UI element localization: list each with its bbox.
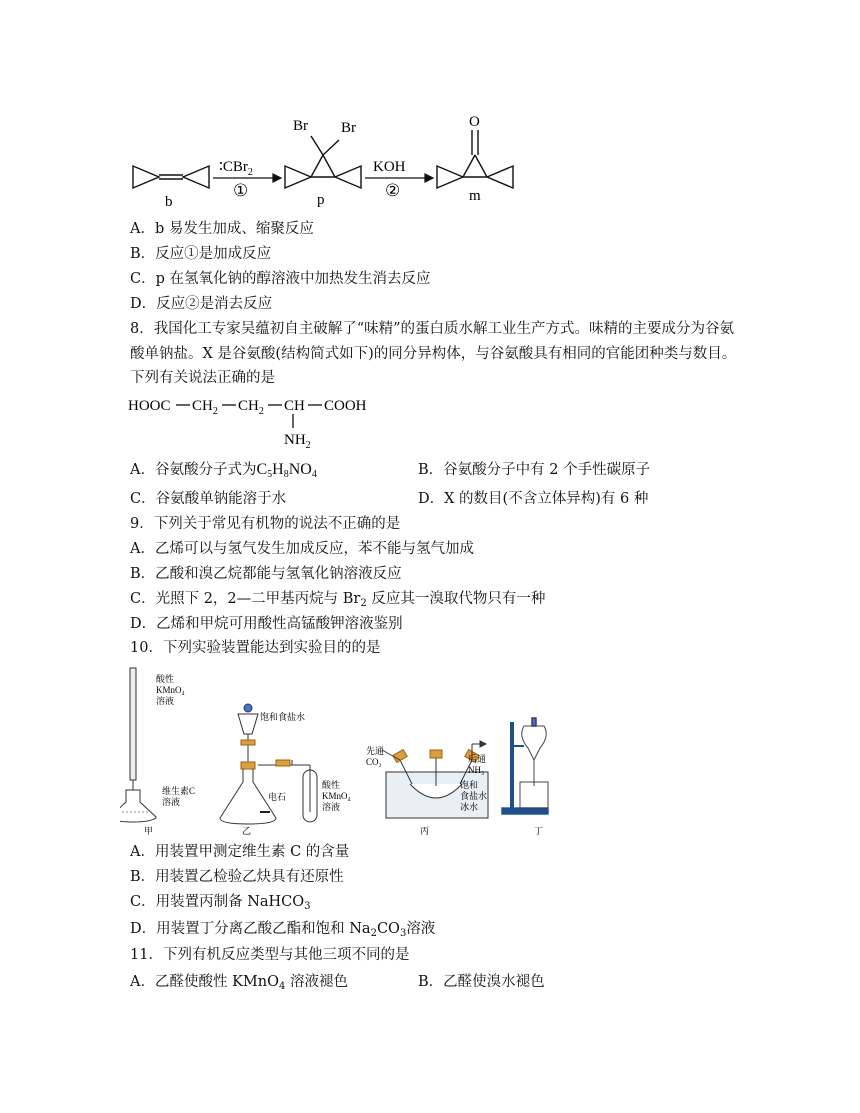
bing-left-1: 先通: [366, 746, 385, 756]
q7-option-c: C．p 在氢氧化钠的醇溶液中加热发生消去反应: [130, 271, 431, 287]
q8-stem-line2: 酸单钠盐。X 是谷氨酸(结构简式如下)的同分异构体，与谷氨酸具有相同的官能团种类与数目。: [130, 346, 737, 362]
apparatus-yi: [220, 704, 317, 824]
struct-nh2-sub: 2: [305, 440, 311, 448]
reagent-koh: KOH: [373, 159, 406, 175]
q10-option-b: B．用装置乙检验乙炔具有还原性: [130, 869, 344, 885]
molecule-b: [133, 166, 209, 188]
bing-right-2: NH₃: [468, 765, 485, 775]
label-yi: 乙: [242, 826, 252, 836]
q8-option-a: A．谷氨酸分子式为$C_5H_8NO_4$: [130, 461, 317, 480]
q11-option-a: A．乙醛使酸性 KMnO$_4$ 溶液褪色: [130, 974, 348, 992]
yi-stone-label: 电石: [268, 792, 287, 802]
q11-stem: 11．下列有机反应类型与其他三项不同的是: [130, 947, 410, 963]
label-b: b: [165, 194, 173, 208]
label-bing: 丙: [420, 826, 430, 836]
bing-bath-2: 食盐水: [460, 791, 488, 801]
q9-option-a: A．乙烯可以与氢气发生加成反应，苯不能与氢气加成: [130, 541, 474, 557]
step-1-marker: ①: [233, 181, 249, 200]
label-ding: 丁: [534, 826, 544, 836]
q8-option-c: C．谷氨酸单钠能溶于水: [130, 491, 287, 507]
label-m: m: [469, 188, 481, 204]
q8-option-b: B．谷氨酸分子中有 2 个手性碳原子: [418, 462, 651, 478]
struct-hooc: HOOC: [128, 398, 171, 414]
bing-left-2: CO₂: [366, 757, 382, 767]
q10-option-d: D．用装置丁分离乙酸乙酯和饱和 $Na_2CO_3$溶液: [130, 921, 436, 939]
molecule-p: [285, 136, 361, 188]
glutamic-acid-structure: [126, 392, 386, 448]
q8-option-d: D．X 的数目(不含立体异构)有 6 种: [418, 491, 649, 507]
molecule-m: [437, 130, 513, 188]
lab-apparatus-figure: [120, 662, 560, 840]
jia-flask-1: 维生素C: [162, 786, 196, 796]
struct-ch2-b: CH: [238, 398, 259, 414]
yi-top-label: 饱和食盐水: [260, 712, 306, 722]
q10-stem: 10．下列实验装置能达到实验目的的是: [130, 640, 381, 656]
q7-option-d: D．反应②是消去反应: [130, 296, 273, 312]
q9-option-b: B．乙酸和溴乙烷都能与氢氧化钠溶液反应: [130, 566, 402, 582]
jia-reagent-2: KMnO₄: [156, 685, 185, 695]
q8-stem-line3: 下列有关说法正确的是: [130, 370, 275, 386]
q11-option-b: B．乙醛使溴水褪色: [418, 974, 545, 990]
q9-option-c: C．光照下 2，2—二甲基丙烷与 $Br_2$ 反应其一溴取代物只有一种: [130, 591, 546, 609]
struct-ch2-a-sub: 2: [212, 406, 218, 417]
q7-option-a: A．b 易发生加成、缩聚反应: [130, 221, 314, 237]
apparatus-jia: [120, 668, 156, 822]
label-jia: 甲: [144, 826, 154, 836]
struct-nh2: NH: [284, 432, 306, 448]
bing-bath-3: 冰水: [460, 802, 479, 812]
svg-text:∶CBr2: [219, 159, 253, 178]
step-2-marker: ②: [385, 181, 401, 200]
jia-flask-2: 溶液: [162, 797, 181, 807]
reaction-scheme: [125, 108, 525, 208]
struct-cooh: COOH: [324, 398, 367, 414]
reagent-cbr2-sub: 2: [247, 167, 253, 178]
q8-stem-line1: 8．我国化工专家吴蕴初自主破解了“味精”的蛋白质水解工业生产方式。味精的主要成分为谷氨: [130, 321, 735, 337]
oxygen-label: O: [469, 114, 480, 130]
br-2: Br: [341, 120, 356, 136]
yi-tube-1: 酸性: [322, 780, 341, 790]
svg-text:NH2: [284, 432, 311, 448]
yi-tube-2: KMnO₄: [322, 791, 351, 801]
svg-text:CH2: [192, 398, 218, 417]
reagent-cbr2: ∶CBr: [219, 159, 248, 175]
q8-formula: $C_5H_8NO_4$: [256, 461, 317, 480]
struct-ch2-a: CH: [192, 398, 213, 414]
yi-tube-3: 溶液: [322, 802, 341, 812]
svg-text:CH2: [238, 398, 264, 417]
struct-ch: CH: [284, 398, 305, 414]
jia-reagent-3: 溶液: [156, 696, 175, 706]
struct-ch2-b-sub: 2: [258, 406, 264, 417]
q10-option-c: C．用装置丙制备 NaHCO$_3$: [130, 894, 311, 912]
apparatus-ding: [502, 718, 548, 814]
jia-reagent-1: 酸性: [156, 674, 175, 684]
bing-right-1: 后通: [468, 754, 487, 764]
label-p: p: [317, 192, 325, 208]
q10-option-a: A．用装置甲测定维生素 C 的含量: [130, 844, 350, 860]
bing-bath-1: 饱和: [460, 780, 479, 790]
q9-stem: 9．下列关于常见有机物的说法不正确的是: [130, 516, 401, 532]
q7-option-b: B．反应①是加成反应: [130, 246, 272, 262]
br-1: Br: [293, 118, 308, 134]
q9-option-d: D．乙烯和甲烷可用酸性高锰酸钾溶液鉴别: [130, 616, 403, 632]
